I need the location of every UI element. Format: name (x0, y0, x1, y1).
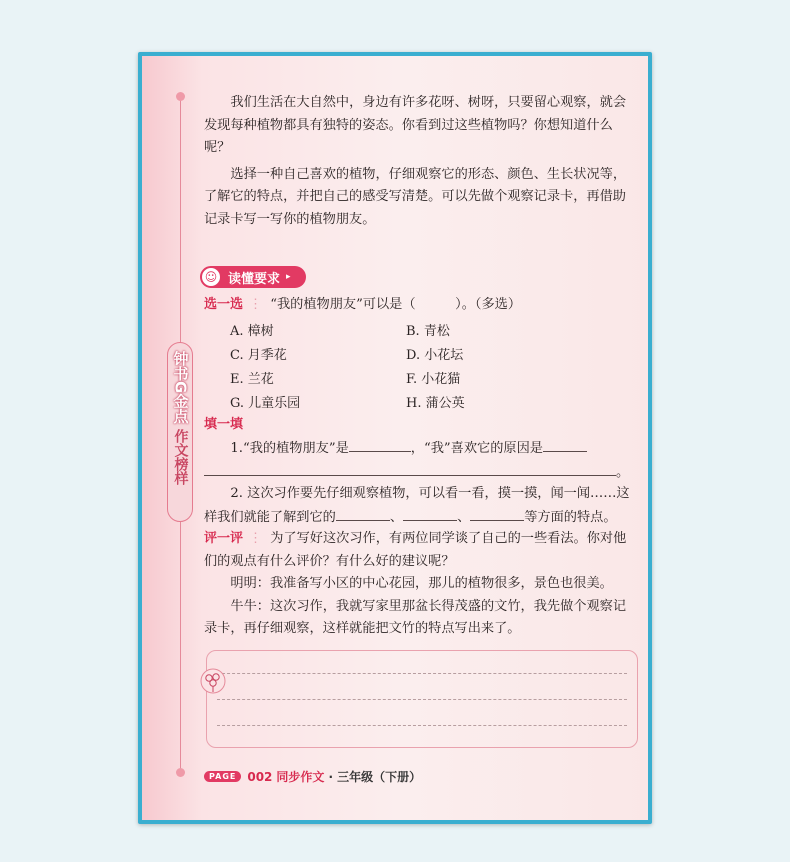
select-label: 选一选 (204, 297, 244, 312)
separator: ⋮ (249, 531, 263, 546)
option-b: B. 青松 (406, 324, 450, 339)
fill-q2-end: 等方面的特点。 (524, 509, 617, 525)
mingming-comment: 明明：我准备写小区的中心花园，那儿的植物很多，景色也很美。 (230, 576, 613, 591)
smiley-icon: ☺ (200, 266, 222, 288)
fill-q2-sep: 、 (389, 509, 404, 525)
answer-blank[interactable] (349, 437, 411, 452)
answer-box[interactable] (206, 650, 638, 748)
page-footer (204, 768, 421, 785)
requirement-header (202, 266, 306, 288)
fill-q2-text: 2. 这次习作要先仔细观察植物，可以看一看，摸一摸，闻一闻……这样我们就能了解到它的 (204, 486, 630, 525)
book-title: 同步作文 (276, 770, 325, 784)
fill-question-2 (204, 483, 636, 529)
niuniu-comment: 牛牛：这次习作，我就写家里那盆长得茂盛的文竹，我先做个观察记录卡，再仔细观察，这样就能把文竹的特点写出来了。 (204, 598, 627, 636)
separator: ⋮ (249, 297, 263, 312)
option-h: H. 蒲公英 (406, 396, 465, 411)
option-c: C. 月季花 (230, 348, 287, 363)
option-g: G. 儿童乐园 (230, 396, 301, 411)
select-question (204, 294, 636, 317)
option-e: E. 兰花 (230, 372, 274, 387)
evaluate-label: 评一评 (204, 531, 244, 546)
evaluate-intro: 为了写好这次习作，有两位同学谈了自己的一些看法。你对他们的观点有什么评价？有什么好的建议呢？ (204, 531, 627, 569)
answer-line (217, 673, 627, 674)
side-title-text: 作文榜样 (172, 429, 189, 486)
arrow-icon: ▸ (286, 272, 291, 282)
requirement-header-label: 读懂要求 (228, 271, 281, 287)
option-a: A. 樟树 (230, 324, 274, 339)
answer-blank[interactable] (403, 506, 457, 521)
fill-label: 填一填 (204, 417, 244, 432)
select-question-text: “我的植物朋友”可以是（ ）。（多选） (270, 297, 522, 312)
side-title-brand: 钟书 (171, 351, 190, 381)
book-page (142, 56, 648, 820)
side-title (167, 342, 193, 522)
flower-icon (200, 668, 226, 694)
book-grade: · 三年级（下册） (328, 770, 422, 784)
fill-q1-text-a: 1.“我的植物朋友”是 (230, 441, 349, 456)
fill-q1-end: 。 (616, 464, 630, 480)
page-number: 002 (247, 769, 273, 784)
intro-section (204, 92, 636, 231)
book-frame (138, 52, 652, 824)
answer-blank[interactable] (470, 506, 524, 521)
option-d: D. 小花坛 (406, 348, 464, 363)
fill-question-1 (204, 437, 636, 484)
answer-line (217, 699, 627, 700)
side-title-brand-2: G金点 (171, 381, 190, 424)
answer-blank[interactable] (543, 437, 587, 452)
answer-blank[interactable] (204, 461, 616, 476)
intro-paragraph-2: 选择一种自己喜欢的植物，仔细观察它的形态、颜色、生长状况等，了解它的特点，并把自己的感受写清楚。可以先做个观察记录卡，再借助记录卡写一写你的植物朋友。 (204, 166, 627, 227)
fill-label-row (204, 414, 636, 437)
evaluate-section (204, 528, 636, 641)
fill-q2-sep: 、 (457, 509, 471, 525)
answer-blank[interactable] (336, 506, 390, 521)
answer-line (217, 725, 627, 726)
margin-dot (176, 768, 185, 777)
option-f: F. 小花猫 (406, 372, 461, 387)
margin-dot (176, 92, 185, 101)
fill-q1-text-b: ，“我”喜欢它的原因是 (410, 441, 543, 456)
page-badge: PAGE (204, 771, 241, 782)
intro-paragraph-1: 我们生活在大自然中，身边有许多花呀、树呀，只要留心观察，就会发现每种植物都具有独特的姿态。你看到过这些植物吗？你想知道什么呢？ (204, 95, 627, 155)
